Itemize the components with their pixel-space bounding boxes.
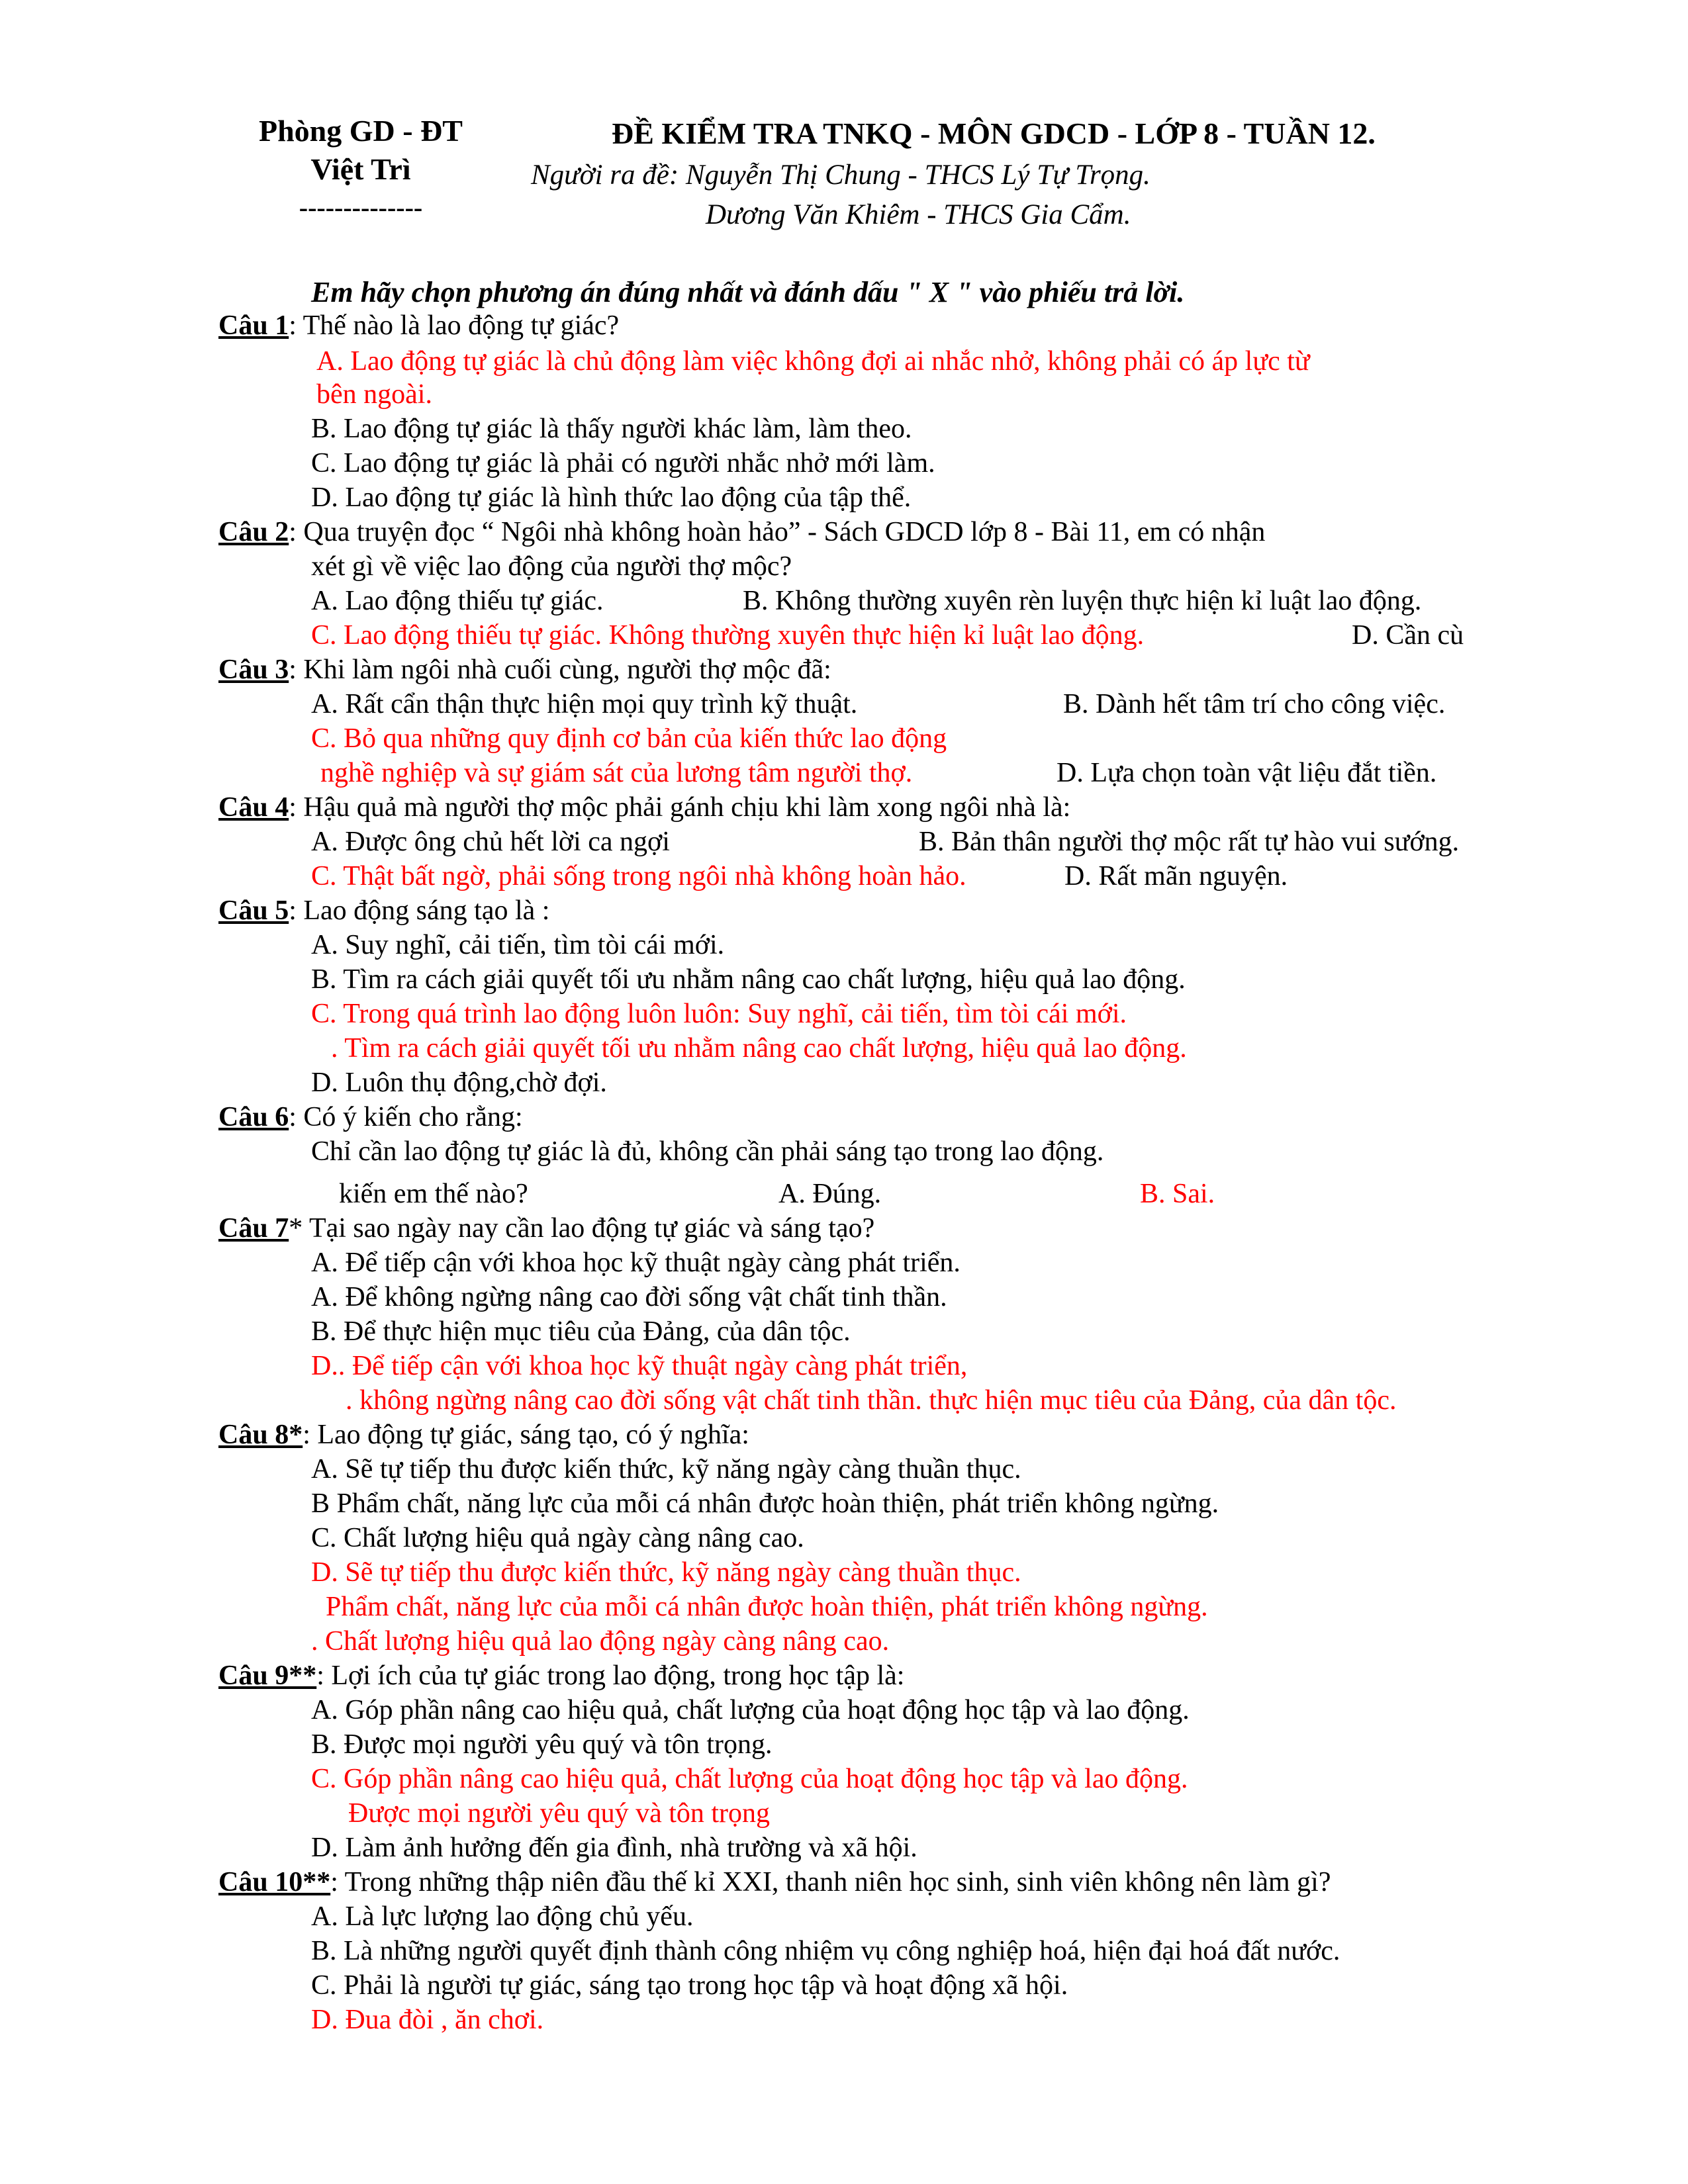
q2-option-a: A. Lao động thiếu tự giác. xyxy=(311,586,604,616)
question-label: Câu 2 xyxy=(218,517,289,547)
q5-option-b: B. Tìm ra cách giải quyết tối ưu nhằm nâng cao chất lượng, hiệu quả lao động. xyxy=(311,964,1186,995)
q4-option-c: C. Thật bất ngờ, phải sống trong ngôi nhà không hoàn hảo. xyxy=(311,861,966,891)
question-label: Câu 8* xyxy=(218,1420,303,1450)
org-city: Việt Trì xyxy=(310,152,411,186)
question-text: : Thế nào là lao động tự giác? xyxy=(289,310,620,341)
q1-option-a-cont: bên ngoài. xyxy=(316,379,432,410)
question-5 xyxy=(218,893,549,928)
q3-option-a: A. Rất cẩn thận thực hiện mọi quy trình kỹ thuật. xyxy=(311,689,858,719)
question-text: : Trong những thập niên đầu thế kỉ XXI, thanh niên học sinh, sinh viên không nên làm gì? xyxy=(330,1867,1331,1897)
q3-option-d: D. Lựa chọn toàn vật liệu đắt tiền. xyxy=(1056,758,1437,788)
q10-option-a: A. Là lực lượng lao động chủ yếu. xyxy=(311,1901,694,1932)
q2-option-c: C. Lao động thiếu tự giác. Không thường xuyên thực hiện kỉ luật lao động. xyxy=(311,620,1145,651)
q3-option-b: B. Dành hết tâm trí cho công việc. xyxy=(1063,689,1446,719)
q4-option-d: D. Rất mãn nguyện. xyxy=(1064,861,1288,891)
author-line-1: Người ra đề: Nguyễn Thị Chung - THCS Lý Tự Trọng. xyxy=(531,159,1150,191)
q1-option-d: D. Lao động tự giác là hình thức lao động của tập thể. xyxy=(311,482,912,513)
question-label: Câu 4 xyxy=(218,792,289,823)
question-label: Câu 5 xyxy=(218,895,289,926)
q10-option-b: B. Là những người quyết định thành công nhiệm vụ công nghiệp hoá, hiện đại hoá đất nước. xyxy=(311,1936,1340,1966)
q7-option-d-cont: . không ngừng nâng cao đời sống vật chất tinh thần. thực hiện mục tiêu của Đảng, của dân tộc. xyxy=(346,1385,1397,1416)
question-8 xyxy=(218,1418,749,1452)
question-6 xyxy=(218,1100,523,1134)
q9-option-c-cont: Được mọi người yêu quý và tôn trọng xyxy=(348,1798,771,1829)
q5-option-a: A. Suy nghĩ, cải tiến, tìm tòi cái mới. xyxy=(311,930,725,960)
question-text: : Qua truyện đọc “ Ngôi nhà không hoàn hảo” - Sách GDCD lớp 8 - Bài 11, em có nhận xyxy=(289,517,1266,547)
q7-option-c: B. Để thực hiện mục tiêu của Đảng, của dân tộc. xyxy=(311,1316,851,1347)
question-10 xyxy=(218,1865,1331,1899)
q9-option-c: C. Góp phần nâng cao hiệu quả, chất lượng của hoạt động học tập và lao động. xyxy=(311,1764,1188,1794)
question-text: : Lợi ích của tự giác trong lao động, trong học tập là: xyxy=(316,1661,905,1691)
q6-option-a: A. Đúng. xyxy=(778,1179,882,1209)
q2-option-b: B. Không thường xuyên rèn luyện thực hiện kỉ luật lao động. xyxy=(743,586,1422,616)
author-line-2: Dương Văn Khiêm - THCS Gia Cẩm. xyxy=(706,199,1131,230)
q8-option-d: D. Sẽ tự tiếp thu được kiến thức, kỹ năng ngày càng thuần thục. xyxy=(311,1557,1021,1588)
question-label: Câu 3 xyxy=(218,655,289,685)
q4-option-a: A. Được ông chủ hết lời ca ngợi xyxy=(311,827,670,857)
q3-option-c-cont: nghề nghiệp và sự giám sát của lương tâm người thợ. xyxy=(320,758,913,788)
q1-option-c: C. Lao động tự giác là phải có người nhắc nhở mới làm. xyxy=(311,448,935,478)
q7-option-a: A. Để tiếp cận với khoa học kỹ thuật ngày càng phát triển. xyxy=(311,1248,961,1278)
q3-option-c: C. Bỏ qua những quy định cơ bản của kiến thức lao động xyxy=(311,723,947,754)
question-3 xyxy=(218,653,831,687)
question-2 xyxy=(218,515,1265,549)
q8-option-d-cont2: . Chất lượng hiệu quả lao động ngày càng nâng cao. xyxy=(311,1626,890,1657)
question-1 xyxy=(218,308,619,343)
question-label: Câu 1 xyxy=(218,310,289,341)
question-text: : Lao động tự giác, sáng tạo, có ý nghĩa: xyxy=(303,1420,749,1450)
q1-option-a: A. Lao động tự giác là chủ động làm việc không đợi ai nhắc nhở, không phải có áp lực từ xyxy=(316,346,1310,377)
question-text: : Lao động sáng tạo là : xyxy=(289,895,550,926)
q8-option-a: A. Sẽ tự tiếp thu được kiến thức, kỹ năng ngày càng thuần thục. xyxy=(311,1454,1021,1484)
q4-option-b: B. Bản thân người thợ mộc rất tự hào vui sướng. xyxy=(919,827,1460,857)
q6-option-b: B. Sai. xyxy=(1140,1179,1215,1209)
question-label: Câu 9** xyxy=(218,1661,317,1691)
q8-option-c: C. Chất lượng hiệu quả ngày càng nâng cao. xyxy=(311,1523,804,1553)
q5-option-d: D. Luôn thụ động,chờ đợi. xyxy=(311,1068,607,1098)
q2-option-d: D. Cần cù xyxy=(1352,620,1464,651)
question-7 xyxy=(218,1211,874,1246)
exam-title: ĐỀ KIỂM TRA TNKQ - MÔN GDCD - LỚP 8 - TUẦN 12. xyxy=(612,116,1376,150)
q6-prompt: kiến em thế nào? xyxy=(339,1179,528,1209)
q7-option-d: D.. Để tiếp cận với khoa học kỹ thuật ngày càng phát triển, xyxy=(311,1351,968,1381)
q6-statement: Chỉ cần lao động tự giác là đủ, không cần phải sáng tạo trong lao động. xyxy=(311,1136,1104,1167)
q9-option-b: B. Được mọi người yêu quý và tôn trọng. xyxy=(311,1729,773,1760)
question-text: : Hậu quả mà người thợ mộc phải gánh chịu khi làm xong ngôi nhà là: xyxy=(289,792,1071,823)
question-label: Câu 6 xyxy=(218,1102,289,1132)
instruction: Em hãy chọn phương án đúng nhất và đánh dấu " X " vào phiếu trả lời. xyxy=(311,276,1185,308)
q5-option-c-cont: . Tìm ra cách giải quyết tối ưu nhằm nâng cao chất lượng, hiệu quả lao động. xyxy=(331,1033,1187,1064)
q2-text-cont: xét gì về việc lao động của người thợ mộc? xyxy=(311,551,792,582)
question-label: Câu 10** xyxy=(218,1867,331,1897)
question-9 xyxy=(218,1659,904,1693)
q8-option-b: B Phẩm chất, năng lực của mỗi cá nhân được hoàn thiện, phát triển không ngừng. xyxy=(311,1488,1219,1519)
q9-option-d: D. Làm ảnh hưởng đến gia đình, nhà trường và xã hội. xyxy=(311,1833,917,1863)
question-text: * Tại sao ngày nay cần lao động tự giác và sáng tạo? xyxy=(289,1213,875,1244)
q7-option-b: A. Để không ngừng nâng cao đời sống vật chất tinh thần. xyxy=(311,1282,947,1312)
question-4 xyxy=(218,790,1070,825)
question-text: : Khi làm ngôi nhà cuối cùng, người thợ mộc đã: xyxy=(289,655,831,685)
question-text: : Có ý kiến cho rằng: xyxy=(289,1102,523,1132)
q5-option-c: C. Trong quá trình lao động luôn luôn: Suy nghĩ, cải tiến, tìm tòi cái mới. xyxy=(311,999,1127,1029)
org-divider: -------------- xyxy=(299,193,423,222)
q10-option-c: C. Phải là người tự giác, sáng tạo trong học tập và hoạt động xã hội. xyxy=(311,1970,1068,2001)
q9-option-a: A. Góp phần nâng cao hiệu quả, chất lượng của hoạt động học tập và lao động. xyxy=(311,1695,1190,1725)
org-name: Phòng GD - ĐT xyxy=(259,114,463,148)
q10-option-d: D. Đua đòi , ăn chơi. xyxy=(311,2005,544,2035)
question-label: Câu 7 xyxy=(218,1213,289,1244)
q1-option-b: B. Lao động tự giác là thấy người khác làm, làm theo. xyxy=(311,414,912,444)
q8-option-d-cont1: Phẩm chất, năng lực của mỗi cá nhân được hoàn thiện, phát triển không ngừng. xyxy=(326,1592,1208,1622)
